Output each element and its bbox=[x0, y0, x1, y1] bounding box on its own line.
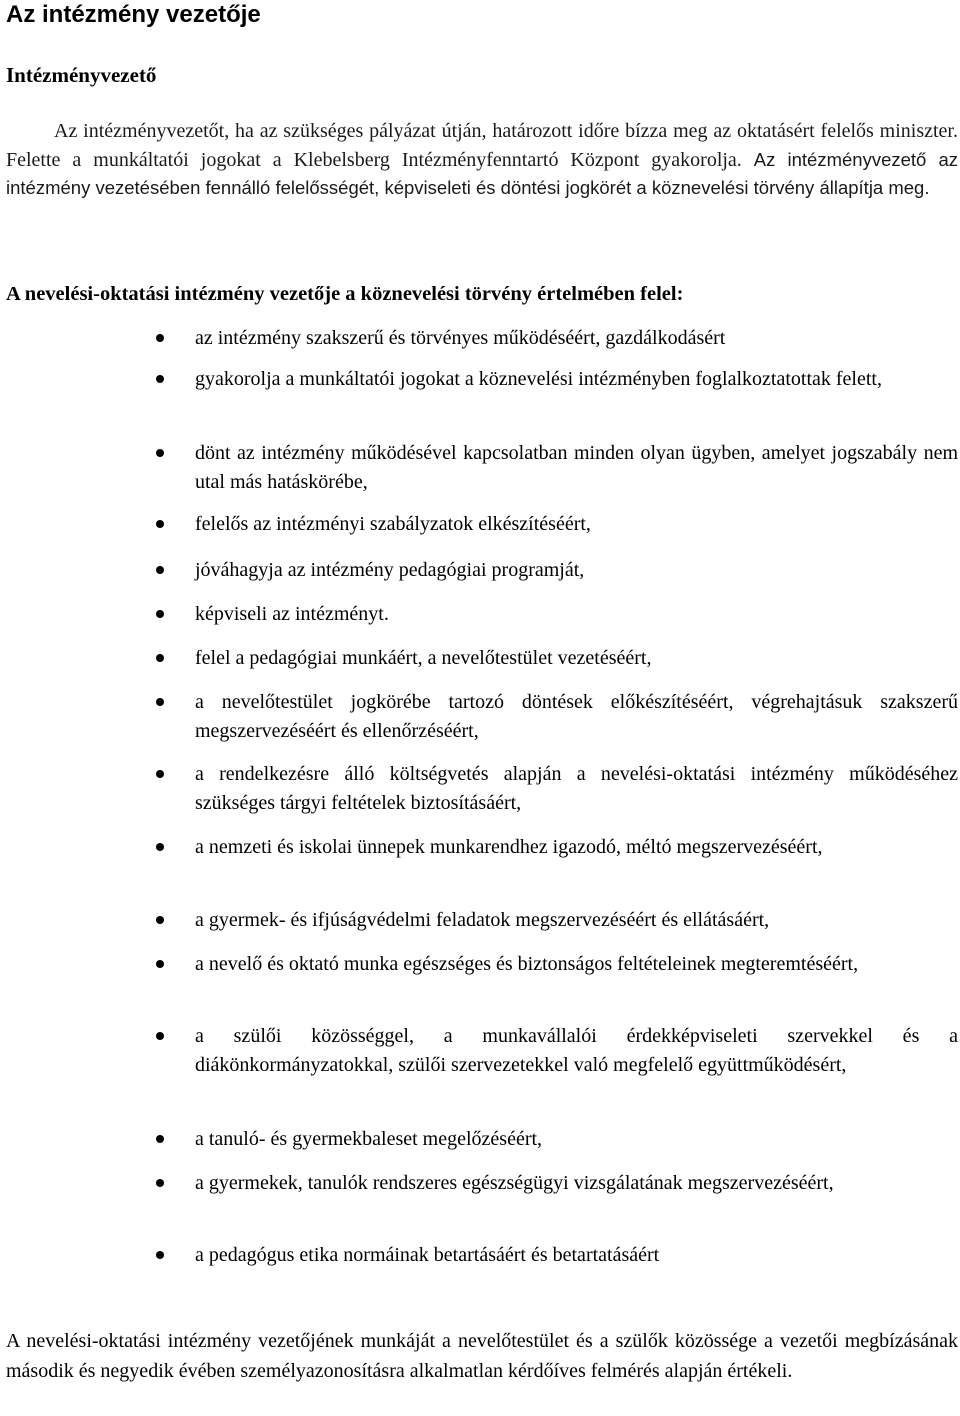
bullet-icon bbox=[156, 1032, 164, 1040]
list-item: gyakorolja a munkáltatói jogokat a köznevelési intézményben foglalkoztatottak felett, bbox=[195, 365, 958, 394]
intro-text-part2: Az intézményvezető az intézmény vezetésében fennálló felelősségét, képviseleti és döntési jogkörét a köznevelési törvény állapítja meg. bbox=[6, 148, 958, 198]
page-title: Az intézmény vezetője bbox=[6, 1, 261, 28]
list-item: felel a pedagógiai munkáért, a nevelőtestület vezetéséért, bbox=[195, 644, 958, 673]
bullet-icon bbox=[156, 375, 164, 383]
intro-text-part1: Az intézményvezetőt, ha az szükséges pályázat útján, határozott időre bízza meg az oktatásért felelős miniszter. Felette a munkáltatói jogokat a Klebelsberg Intézményfenntartó Központ gyakorolja. bbox=[6, 120, 958, 171]
list-item: a pedagógus etika normáinak betartásáért és betartatásáért bbox=[195, 1241, 958, 1270]
bullet-icon bbox=[156, 654, 164, 662]
bullet-icon bbox=[156, 520, 164, 528]
list-item: jóváhagyja az intézmény pedagógiai programját, bbox=[195, 556, 958, 585]
bullet-icon bbox=[156, 960, 164, 968]
list-item: a nevelő és oktató munka egészséges és biztonságos feltételeinek megteremtéséért, bbox=[195, 950, 958, 979]
list-item: a nemzeti és iskolai ünnepek munkarendhez igazodó, méltó megszervezéséért, bbox=[195, 833, 958, 862]
bullet-icon bbox=[156, 610, 164, 618]
section-subtitle: Intézményvezető bbox=[6, 63, 157, 87]
closing-paragraph: A nevelési-oktatási intézmény vezetőjének munkáját a nevelőtestület és a szülők közössége a vezetői megbízásának második és negyedik évében személyazonosításra alkalmatlan kérdőíves felmérés alapján értékeli. bbox=[6, 1330, 958, 1382]
bullet-icon bbox=[156, 449, 164, 457]
bullet-icon bbox=[156, 1179, 164, 1187]
list-item: a gyermekek, tanulók rendszeres egészségügyi vizsgálatának megszervezéséért, bbox=[195, 1169, 958, 1198]
bullet-icon bbox=[156, 770, 164, 778]
list-item: a rendelkezésre álló költségvetés alapján a nevelési-oktatási intézmény működéséhez szükséges tárgyi feltételek biztosításáért, bbox=[195, 760, 958, 818]
list-item: dönt az intézmény működésével kapcsolatban minden olyan ügyben, amelyet jogszabály nem utal más hatáskörébe, bbox=[195, 439, 958, 497]
bullet-icon bbox=[156, 916, 164, 924]
intro-paragraph bbox=[6, 117, 958, 203]
bullet-icon bbox=[156, 843, 164, 851]
bullet-icon bbox=[156, 1251, 164, 1259]
bullet-icon bbox=[156, 698, 164, 706]
list-item: a gyermek- és ifjúságvédelmi feladatok megszervezéséért és ellátásáért, bbox=[195, 906, 958, 935]
bullet-icon bbox=[156, 1135, 164, 1143]
list-item: képviseli az intézményt. bbox=[195, 600, 958, 629]
bullet-icon bbox=[156, 566, 164, 574]
list-item: felelős az intézményi szabályzatok elkészítéséért, bbox=[195, 510, 958, 539]
list-item: a szülői közösséggel, a munkavállalói érdekképviseleti szervekkel és a diákönkormányzatokkal, szülői szervezetekkel való megfelelő együttműködésért, bbox=[195, 1022, 958, 1080]
bullet-icon bbox=[156, 334, 164, 342]
list-item: a nevelőtestület jogkörébe tartozó döntések előkészítéséért, végrehajtásuk szakszerű megszervezéséért és ellenőrzéséért, bbox=[195, 688, 958, 746]
responsibilities-heading: A nevelési-oktatási intézmény vezetője a köznevelési törvény értelmében felel: bbox=[6, 283, 684, 305]
list-item: az intézmény szakszerű és törvényes működéséért, gazdálkodásért bbox=[195, 324, 958, 353]
list-item: a tanuló- és gyermekbaleset megelőzéséért, bbox=[195, 1125, 958, 1154]
